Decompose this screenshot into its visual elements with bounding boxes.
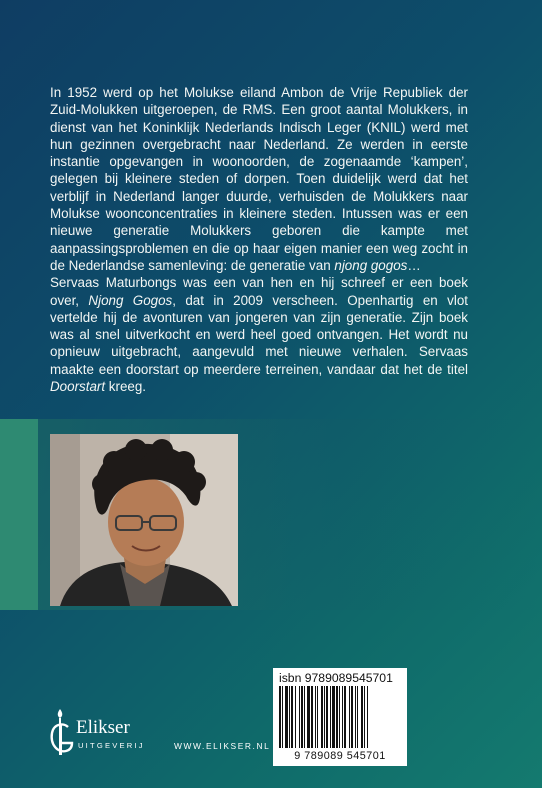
blurb-text: In 1952 werd op het Molukse eiland Ambon de Vrije Republiek der Zuid-Molukken uitgeroepen, de RMS. Een groot aantal Molukkers, in dienst van het Koninklijk Nederlands Indisch Leger (KNIL) werd met hun gezinnen overgebracht naar Nederland. Ze werden in eerste instantie opgevangen in woonoorden, de zogenaamde ‘kampen’, gelegen bij kleinere steden of dorpen. Toen duidelijk werd dat het verblijf in Nederland langer duurde, verhuisden de Molukkers naar Molukse woonconcentraties in kleinere steden. Intussen was er een nieuwe generatie Molukkers geboren die kampte met aanpassingsproblemen en die op haar eigen manier een weg zocht in de Nederlandse samenleving: de generatie van bbox=[50, 85, 468, 273]
barcode-bar bbox=[317, 686, 318, 748]
barcode-bar bbox=[311, 686, 313, 748]
barcode-bar bbox=[304, 686, 305, 748]
blurb-paragraph-1 bbox=[50, 84, 468, 274]
barcode-bar bbox=[299, 686, 300, 748]
blurb-paragraph-2 bbox=[50, 274, 468, 395]
barcode-bar bbox=[355, 686, 356, 748]
barcode-bar bbox=[289, 686, 290, 748]
barcode-bar bbox=[324, 686, 325, 748]
barcode-bar bbox=[285, 686, 288, 748]
publisher-website: WWW.ELIKSER.NL bbox=[174, 741, 271, 751]
barcode-bar bbox=[332, 686, 335, 748]
barcode-bar bbox=[344, 686, 346, 748]
barcode-bar bbox=[282, 686, 283, 748]
publisher-emblem-icon bbox=[46, 707, 76, 759]
barcode-bar bbox=[364, 686, 365, 748]
publisher-name: Elikser bbox=[76, 717, 130, 738]
publisher-logo bbox=[46, 707, 166, 767]
barcode-bar bbox=[295, 686, 296, 748]
blurb-text: … bbox=[407, 257, 421, 273]
blurb-text: , dat in 2009 verscheen. Openhartig en vlot vertelde hij de avonturen van jongeren van zijn generatie. Zijn boek was al snel uitverkocht en werd heel goed ontvangen. Het wordt nu opnieuw uitgebracht, aangevuld met nieuwe verhalen. Servaas maakte een doorstart op meerdere terreinen, vandaar dat het de titel bbox=[50, 292, 468, 377]
barcode-panel bbox=[273, 668, 407, 766]
blurb-text: kreeg. bbox=[105, 379, 147, 395]
barcode-bar bbox=[367, 686, 368, 748]
book-title-njong-gogos: Njong Gogos bbox=[88, 292, 173, 308]
back-cover-blurb bbox=[50, 84, 468, 395]
barcode-bar bbox=[339, 686, 340, 748]
author-photo bbox=[50, 434, 238, 606]
barcode-digits: 9 789089 545701 bbox=[294, 750, 386, 762]
barcode-bar bbox=[342, 686, 343, 748]
barcode-bar bbox=[301, 686, 303, 748]
barcode-bar bbox=[336, 686, 338, 748]
barcode-bar bbox=[307, 686, 310, 748]
barcode-bar bbox=[349, 686, 350, 748]
barcode-bar bbox=[330, 686, 331, 748]
isbn-label: isbn 9789089545701 bbox=[279, 671, 393, 685]
blurb-text: Servaas Maturbongs was een van hen en hij schreef er een boek over, bbox=[50, 275, 468, 308]
publisher-subtitle: UITGEVERIJ bbox=[78, 741, 145, 750]
barcode-bar bbox=[357, 686, 358, 748]
book-title-doorstart: Doorstart bbox=[50, 379, 106, 395]
barcode-bars bbox=[279, 686, 401, 750]
barcode-bar bbox=[351, 686, 353, 748]
accent-band bbox=[0, 419, 38, 610]
blurb-italic-term: njong gogos bbox=[334, 257, 408, 273]
barcode-bar bbox=[279, 686, 281, 748]
barcode-bar bbox=[321, 686, 323, 748]
barcode-bar bbox=[315, 686, 316, 748]
barcode-bar bbox=[291, 686, 293, 748]
barcode-bar bbox=[326, 686, 328, 748]
barcode-bar bbox=[361, 686, 363, 748]
